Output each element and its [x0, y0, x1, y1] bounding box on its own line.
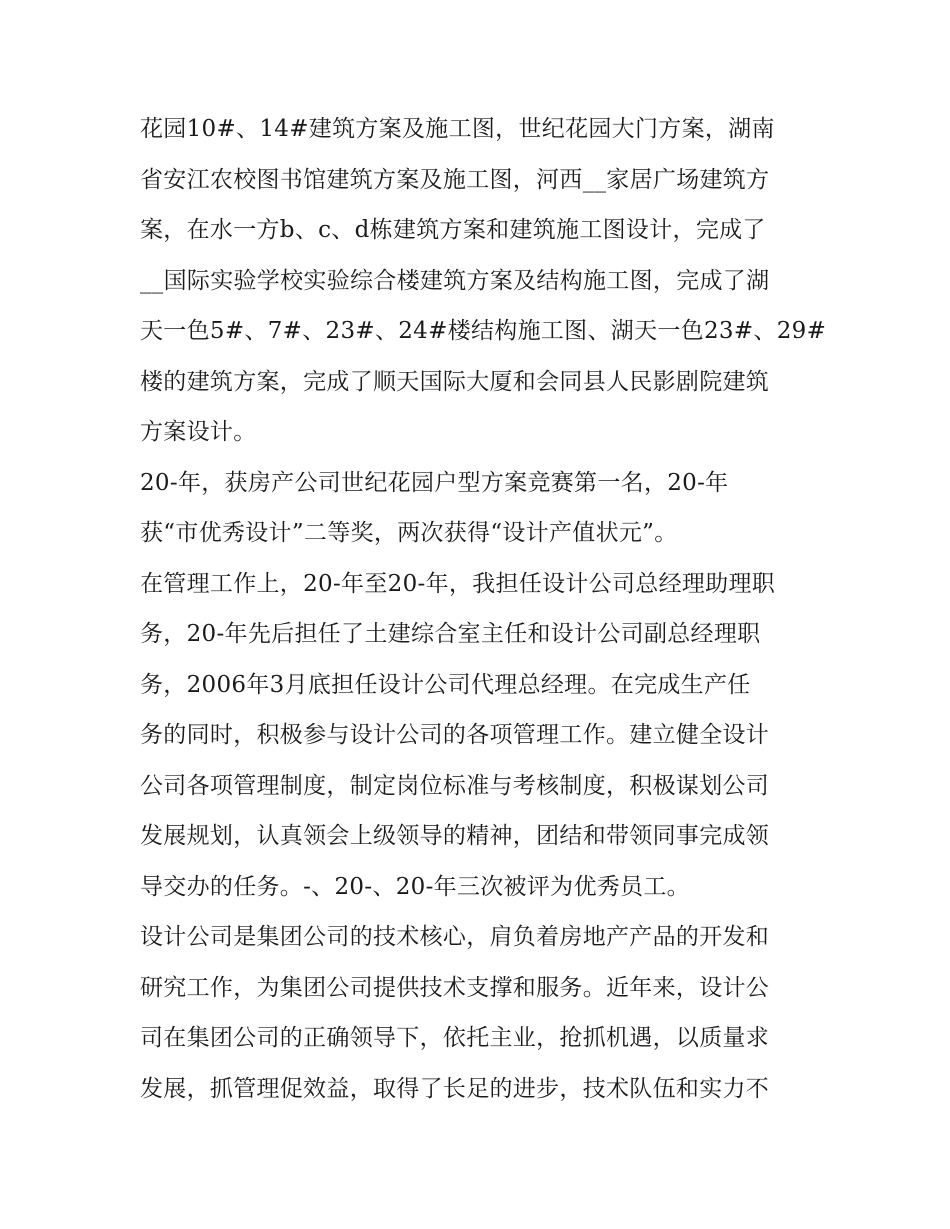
text-line: 获“市优秀设计”二等奖，两次获得“设计产值状元”。	[140, 520, 678, 546]
text-line: 设计公司是集团公司的技术核心，肩负着房地产产品的开发和	[140, 924, 770, 950]
text-line: __国际实验学校实验综合楼建筑方案及结构施工图，完成了湖	[140, 267, 770, 294]
text-line: 导交办的任务。-、20-、20-年三次被评为优秀员工。	[140, 873, 690, 900]
text-line: 在管理工作上，20-年至20-年，我担任设计公司总经理助理职	[140, 570, 776, 597]
text-line: 发展规划，认真领会上级领导的精神，团结和带领同事完成领	[140, 823, 770, 849]
text-line: 省安江农校图书馆建筑方案及施工图，河西__家居广场建筑方	[140, 166, 770, 193]
text-line: 发展，抓管理促效益，取得了长足的进步，技术队伍和实力不	[140, 1075, 770, 1102]
text-line: 司在集团公司的正确领导下，依托主业，抢抓机遇，以质量求	[140, 1025, 770, 1051]
text-line: 案，在水一方b、c、d栋建筑方案和建筑施工图设计，完成了	[140, 217, 766, 243]
text-line: 楼的建筑方案，完成了顺天国际大厦和会同县人民影剧院建筑	[140, 368, 770, 395]
text-line: 花园10#、14#建筑方案及施工图，世纪花园大门方案，湖南	[140, 116, 775, 142]
text-line: 20-年，获房产公司世纪花园户型方案竞赛第一名，20-年	[140, 469, 729, 496]
document-body-text	[140, 104, 827, 1114]
text-line: 务，20-年先后担任了土建综合室主任和设计公司副总经理职	[140, 621, 761, 647]
text-line: 公司各项管理制度，制定岗位标准与考核制度，积极谋划公司	[140, 772, 770, 799]
text-line: 研究工作，为集团公司提供技术支撑和服务。近年来，设计公	[140, 974, 770, 1001]
text-line: 天一色5#、7#、23#、24#楼结构施工图、湖天一色23#、29#	[140, 318, 827, 344]
text-line: 务，2006年3月底担任设计公司代理总经理。在完成生产任	[140, 671, 751, 698]
text-line: 方案设计。	[140, 419, 257, 445]
text-line: 务的同时，积极参与设计公司的各项管理工作。建立健全设计	[140, 722, 770, 748]
